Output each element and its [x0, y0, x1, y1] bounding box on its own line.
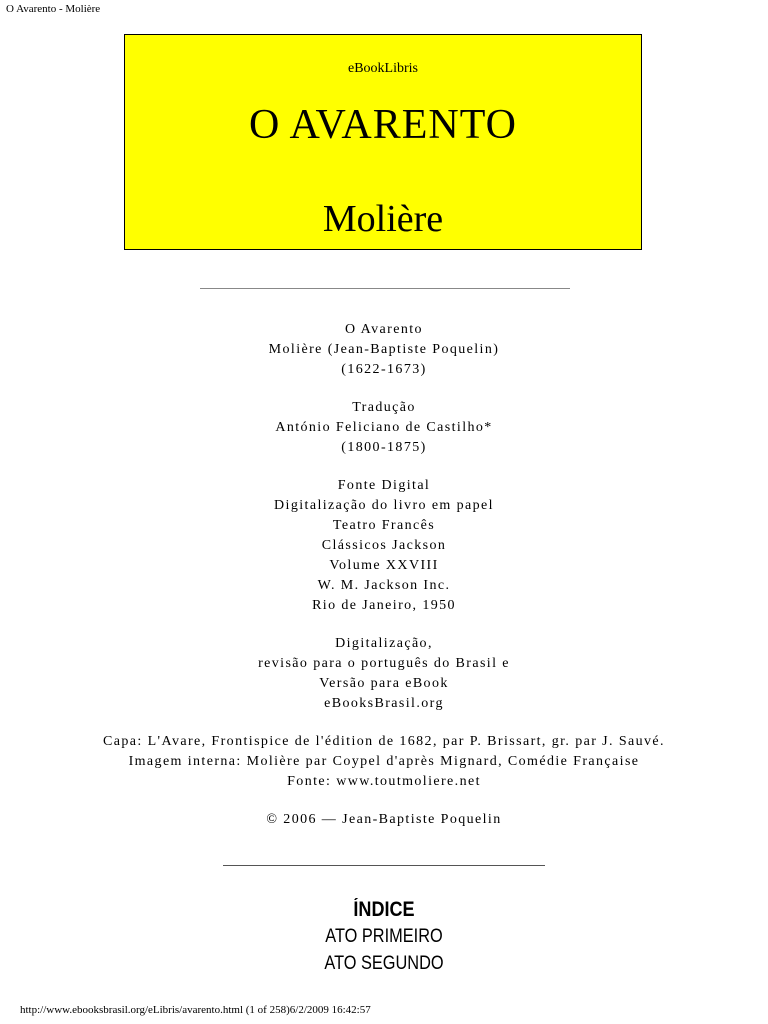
- translator-dates: (1800-1875): [341, 440, 427, 455]
- work-title: O Avarento: [345, 322, 423, 337]
- index-link-ato-primeiro[interactable]: ATO PRIMEIRO: [325, 926, 443, 947]
- cover-box: [124, 34, 642, 250]
- copyright: [0, 810, 768, 830]
- source-line: Volume XXVIII: [329, 558, 439, 573]
- image-credit-line: Fonte: www.toutmoliere.net: [287, 774, 481, 789]
- digitization-line: Versão para eBook: [319, 676, 449, 691]
- source-line: W. M. Jackson Inc.: [317, 578, 451, 593]
- source-line: Teatro Francês: [332, 518, 436, 533]
- source-line: Rio de Janeiro, 1950: [312, 598, 456, 613]
- digitization-line: Digitalização,: [335, 636, 433, 651]
- digitization-line: revisão para o português do Brasil e: [258, 656, 510, 671]
- publisher-name: eBookLibris: [348, 61, 418, 76]
- source-info: [0, 476, 768, 616]
- divider-bottom: [223, 865, 545, 866]
- translation-label: Tradução: [352, 400, 416, 415]
- translation-info: [0, 398, 768, 458]
- image-credit-line: Capa: L'Avare, Frontispice de l'édition de 1682, par P. Brissart, gr. par J. Sauvé.: [103, 734, 665, 749]
- book-author: Molière: [322, 198, 444, 240]
- work-info: [0, 320, 768, 380]
- digitization-line: eBooksBrasil.org: [324, 696, 444, 711]
- work-author: Molière (Jean-Baptiste Poquelin): [268, 342, 500, 357]
- book-title: O AVARENTO: [249, 102, 517, 148]
- copyright-line: © 2006 — Jean-Baptiste Poquelin: [266, 812, 502, 827]
- source-line: Digitalização do livro em papel: [274, 498, 494, 513]
- work-dates: (1622-1673): [341, 362, 427, 377]
- source-line: Fonte Digital: [337, 478, 431, 493]
- image-credit-line: Imagem interna: Molière par Coypel d'après Mignard, Comédie Française: [128, 754, 640, 769]
- index-title: ÍNDICE: [353, 898, 415, 921]
- page-footer-url: http://www.ebooksbrasil.org/eLibris/avarento.html (1 of 258)6/2/2009 16:42:57: [20, 1004, 371, 1016]
- divider-top: [200, 288, 570, 289]
- image-credits: [0, 732, 768, 792]
- page-header: O Avarento - Molière: [6, 3, 101, 15]
- credits-section: [0, 320, 768, 848]
- index-section: [0, 897, 768, 977]
- index-link-ato-segundo[interactable]: ATO SEGUNDO: [324, 953, 444, 974]
- translator-name: António Feliciano de Castilho*: [275, 420, 493, 435]
- digitization-info: [0, 634, 768, 714]
- source-line: Clássicos Jackson: [321, 538, 447, 553]
